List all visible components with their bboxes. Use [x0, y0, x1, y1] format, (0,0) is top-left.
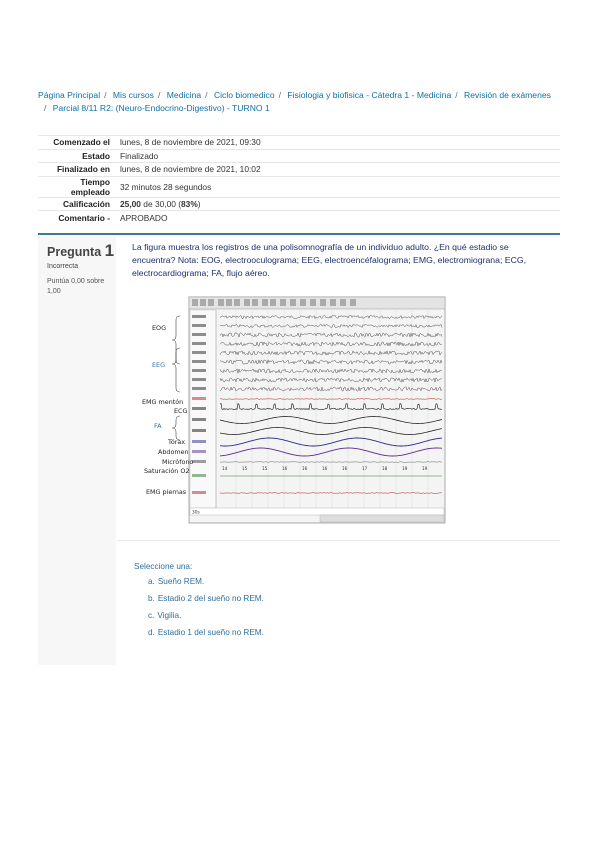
grade-points: 25,00 [120, 199, 141, 210]
question-number-value: 1 [104, 241, 115, 260]
answer-option-c[interactable] [148, 611, 181, 620]
time-tick-label: 15 [242, 466, 248, 471]
question-grade: Puntúa 0,00 sobre 1,00 [47, 278, 105, 295]
summary-row [38, 211, 560, 224]
summary-row [38, 176, 560, 197]
channel-name-mark [192, 387, 206, 390]
time-tick-label: 16 [302, 466, 308, 471]
polysomnography-image [140, 296, 446, 524]
summary-row [38, 197, 560, 211]
time-tick-label: 17 [362, 466, 368, 471]
answer-option-a[interactable] [148, 577, 204, 586]
option-letter: d. [148, 628, 155, 637]
time-tick-label: 19 [402, 466, 408, 471]
breadcrumb-quiz[interactable]: Parcial 8/11 R2: (Neuro-Endocrino-Digestivo) - TURNO 1 [52, 103, 270, 113]
option-text: Estadio 1 del sueño no REM. [157, 628, 264, 637]
summary-row [38, 149, 560, 163]
question-number [47, 241, 114, 261]
summary-label: Tiempo empleado [38, 176, 116, 197]
label-fa: FA [154, 422, 162, 430]
time-tick-label: 16 [322, 466, 328, 471]
answer-option-d[interactable] [148, 628, 264, 637]
grade-close: ) [197, 199, 201, 210]
side-labels [142, 324, 193, 496]
eeg-bracket [172, 348, 180, 392]
channel-name-mark [192, 324, 206, 327]
channel-name-mark [192, 460, 206, 463]
breadcrumb-separator: / [455, 90, 458, 100]
fa-bracket [172, 416, 180, 440]
breadcrumb-review[interactable]: Revisión de exámenes [464, 90, 551, 100]
label-eeg: EEG [152, 361, 166, 369]
channel-name-mark [192, 315, 206, 318]
breadcrumb-separator: / [104, 90, 107, 100]
summary-row [38, 136, 560, 150]
footer-label: 30s [192, 510, 200, 516]
label-ecg: ECG [174, 407, 188, 415]
channel-name-mark [192, 360, 206, 363]
breadcrumb-ciclo[interactable]: Ciclo biomedico [213, 90, 275, 100]
time-tick-label: 15 [262, 466, 268, 471]
summary-value: lunes, 8 de noviembre de 2021, 10:02 [116, 163, 560, 177]
option-text: Vigilia. [157, 611, 182, 620]
status-bar [320, 515, 444, 522]
scroll-bar [190, 508, 444, 515]
breadcrumb-separator: / [278, 90, 281, 100]
summary-label: Calificación [38, 197, 116, 211]
channel-name-mark [192, 369, 206, 372]
label-emg-menton: EMG mentón [142, 398, 184, 406]
time-tick-label: 16 [282, 466, 288, 471]
label-microfono: Micrófono [162, 458, 194, 466]
breadcrumb-medicina[interactable]: Medicina [166, 90, 202, 100]
channel-name-mark [192, 407, 206, 410]
summary-label: Estado [38, 149, 116, 163]
channel-name-mark [192, 418, 206, 421]
channel-name-mark [192, 491, 206, 494]
option-text: Sueño REM. [157, 577, 205, 586]
time-tick-label: 16 [342, 466, 348, 471]
summary-row [38, 163, 560, 177]
option-text: Estadio 2 del sueño no REM. [157, 594, 264, 603]
breadcrumb-my-courses[interactable]: Mis cursos [112, 90, 154, 100]
breadcrumb-separator: / [44, 103, 47, 113]
option-letter: c. [148, 611, 155, 620]
answer-option-b[interactable] [148, 594, 264, 603]
label-abdomen: Abdomen [158, 448, 189, 456]
channel-name-mark [192, 397, 206, 400]
breadcrumb [38, 89, 558, 115]
question-title: Pregunta [47, 245, 102, 259]
image-frame [189, 297, 445, 523]
channel-name-mark [192, 378, 206, 381]
channel-name-mark [192, 440, 206, 443]
summary-label: Comenzado el [38, 136, 116, 150]
summary-grade-value [116, 197, 560, 211]
option-letter: a. [148, 577, 155, 586]
breadcrumb-course[interactable]: Fisiologia y biofisica - Cátedra 1 - Medicina [287, 90, 452, 100]
summary-label: Finalizado en [38, 163, 116, 177]
option-letter: b. [148, 594, 155, 603]
summary-value: lunes, 8 de noviembre de 2021, 09:30 [116, 136, 560, 150]
channel-name-mark [192, 342, 206, 345]
summary-value: 32 minutos 28 segundos [116, 176, 560, 197]
question-text: La figura muestra los registros de una polisomnografía de un individuo adulto. ¿En qué estadio se encuentra? Nota: EOG, electrooculograma; EEG, electroencéfalograma; EMG, electromiograna; ECG, electrocardiograma; FA, flujo aéreo. [132, 242, 527, 278]
time-tick-label: 18 [382, 466, 388, 471]
grade-total: de 30,00 ( [140, 199, 182, 210]
channel-name-mark [192, 474, 206, 477]
breadcrumb-separator: / [205, 90, 208, 100]
time-tick-label: 19 [422, 466, 428, 471]
breadcrumb-separator: / [157, 90, 161, 100]
summary-label: Comentario - [38, 211, 116, 224]
breadcrumb-home[interactable]: Página Principal [38, 90, 101, 100]
label-saturacion: Saturación O2 [144, 467, 190, 475]
question-info-panel [38, 237, 116, 665]
answer-block [117, 540, 560, 666]
channel-name-mark [192, 450, 206, 453]
grade-percent: 83% [181, 199, 198, 210]
channel-name-mark [192, 351, 206, 354]
label-eog: EOG [152, 324, 167, 332]
question-state: Incorrecta [47, 263, 79, 270]
label-emg-piernas: EMG piernas [146, 488, 187, 496]
channel-name-mark [192, 429, 206, 432]
attempt-summary-table [38, 135, 560, 224]
label-torax: Tórax [168, 438, 186, 446]
channel-name-mark [192, 333, 206, 336]
summary-value: APROBADO [116, 211, 560, 224]
summary-value: Finalizado [116, 149, 560, 163]
question-top-rule [38, 233, 560, 235]
time-tick-label: 14 [222, 466, 228, 471]
answer-prompt: Seleccione una: [134, 562, 193, 571]
